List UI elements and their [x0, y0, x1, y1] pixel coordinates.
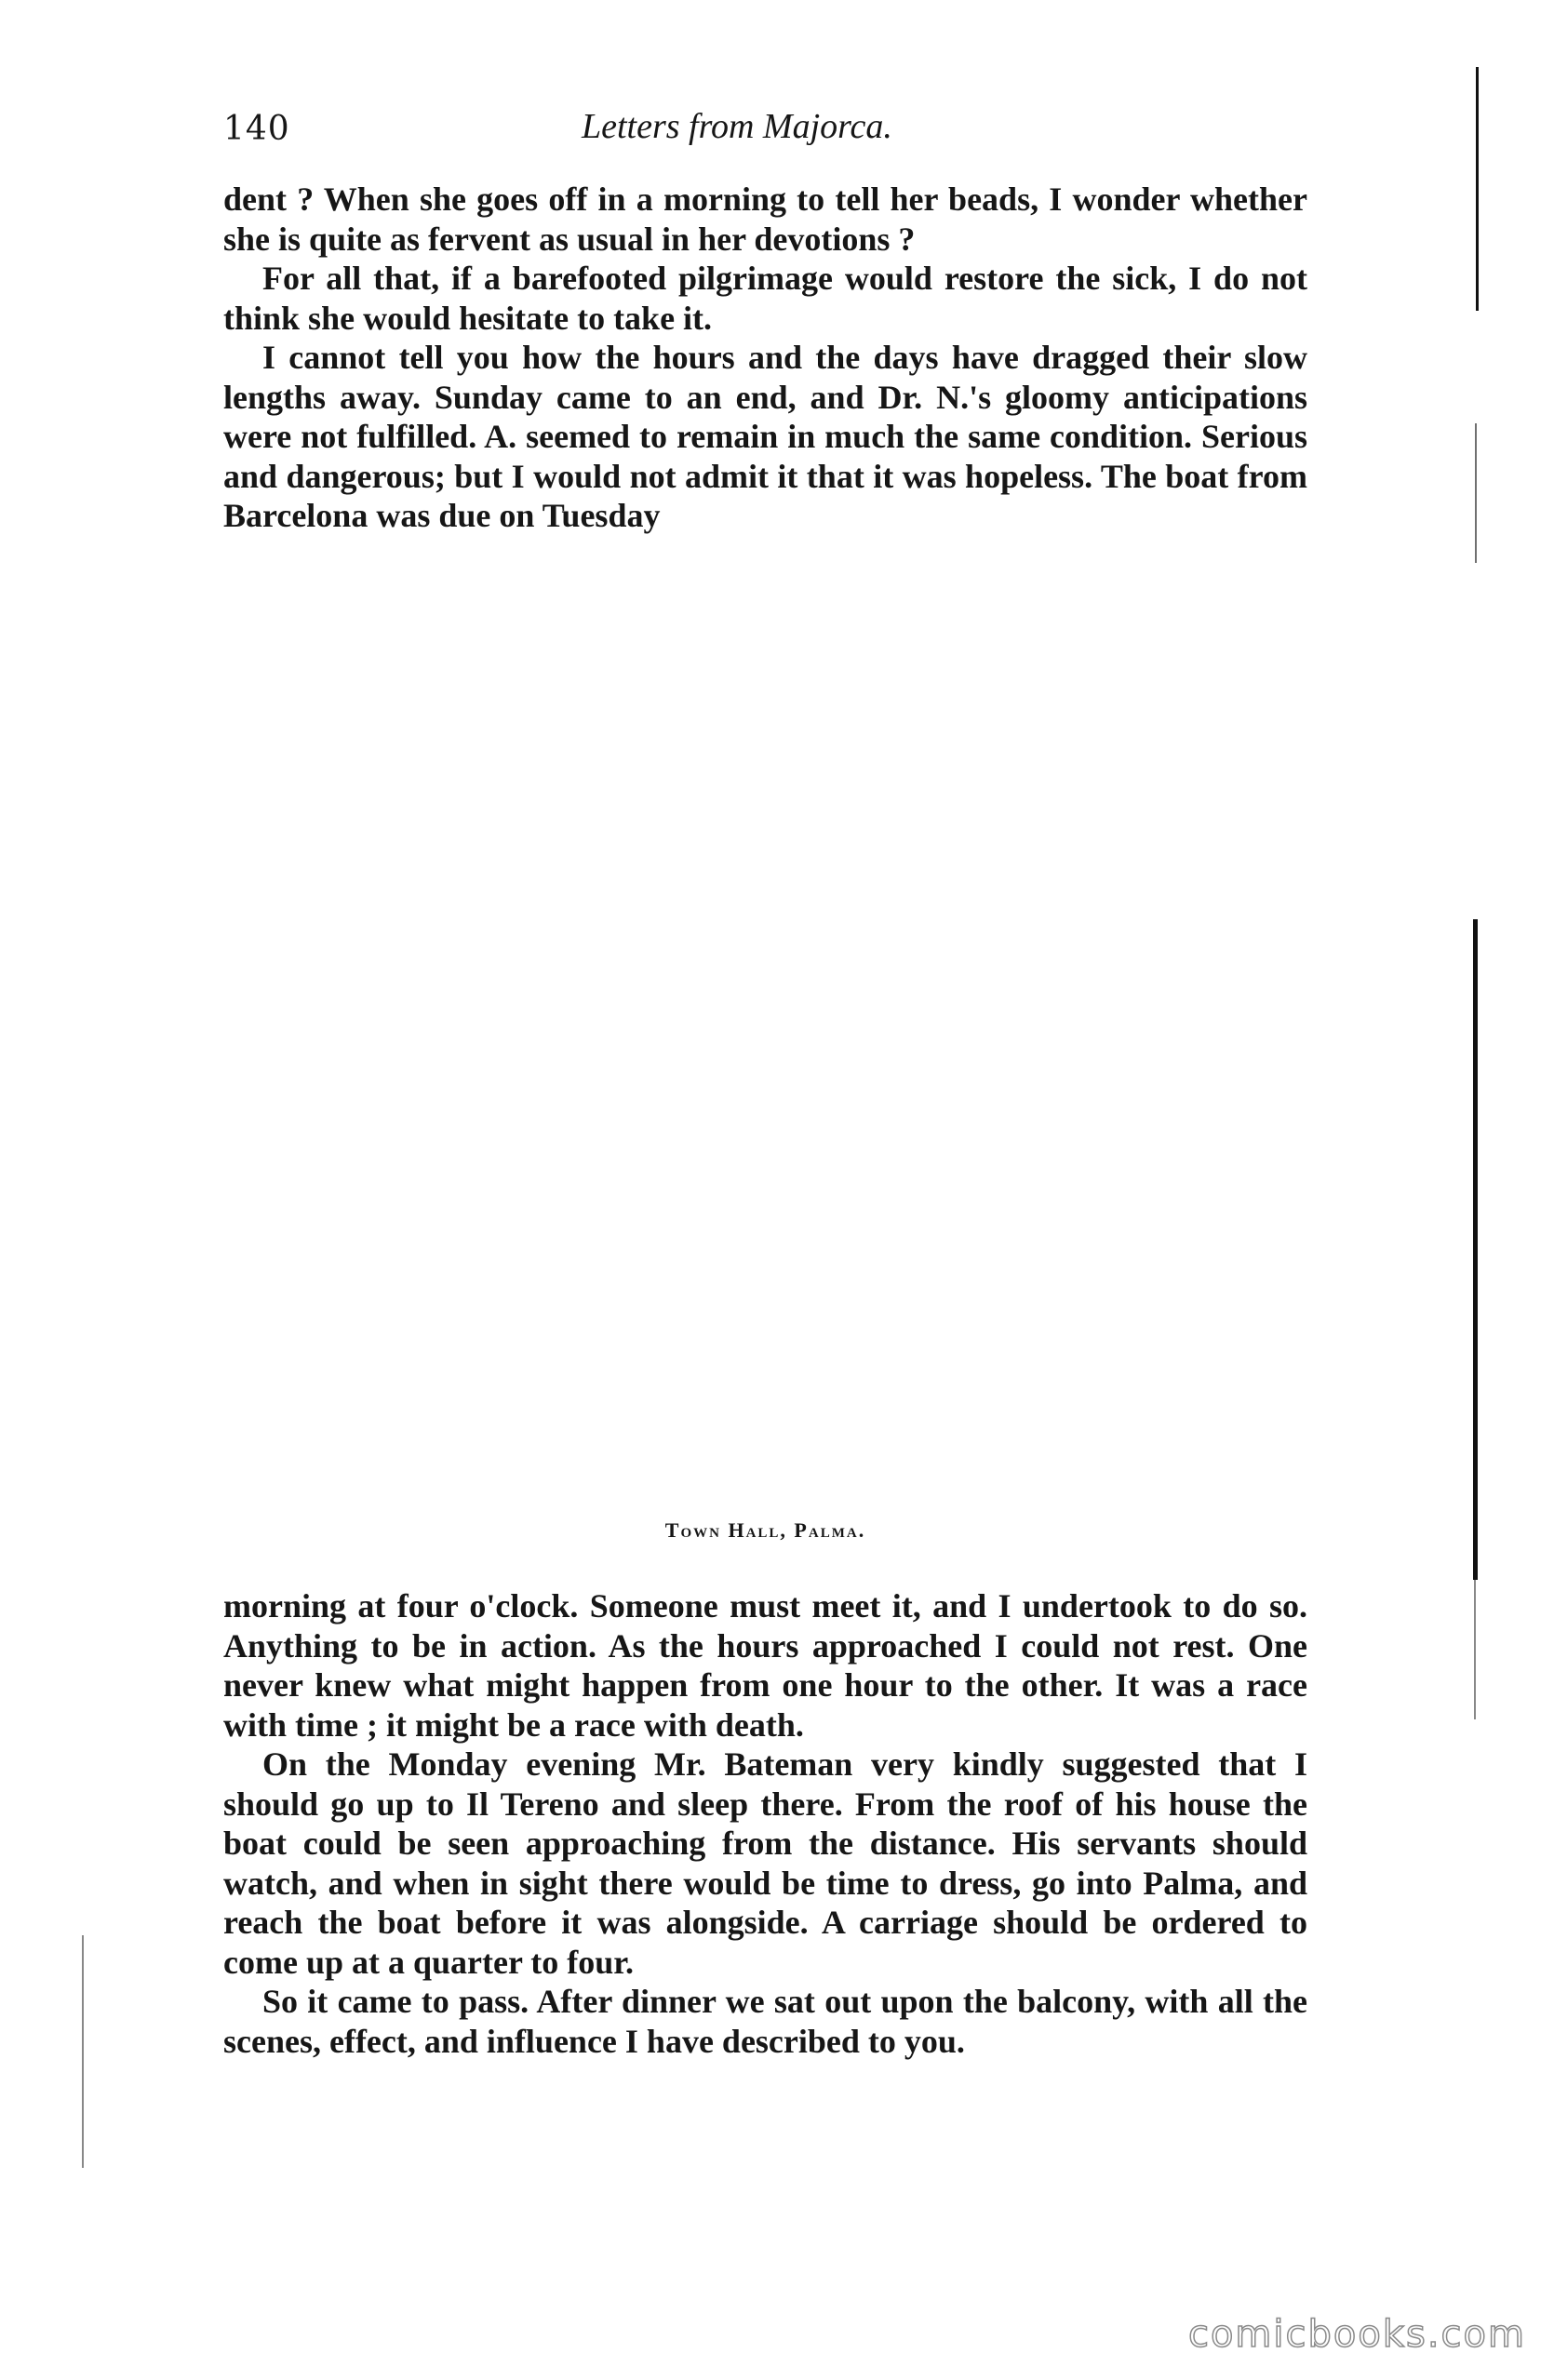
scan-edge-line	[1473, 919, 1478, 1580]
watermark-logo: comicbooks.com	[1187, 2313, 1526, 2356]
page-number: 140	[223, 110, 290, 148]
paragraph: morning at four o'clock. Someone must meet it, and I undertook to do so. Anything to be in action. As the hours approached I could not rest. One never knew what might happen from one hour to the other. It was a race with time ; it might be a race with death.	[223, 1587, 1307, 1744]
illustration-area	[223, 558, 1307, 1507]
text-block-bottom	[223, 1586, 1307, 2061]
scan-edge-line	[1475, 423, 1477, 563]
illustration-caption: Town Hall, Palma.	[664, 1518, 866, 1542]
scan-edge-line	[1476, 67, 1479, 311]
scan-edge-line	[1474, 1580, 1476, 1719]
scan-edge-line	[82, 1935, 84, 2168]
paragraph: So it came to pass. After dinner we sat out upon the balcony, with all the scenes, effect, and influence I have described to you.	[223, 1983, 1307, 2060]
paragraph: I cannot tell you how the hours and the days have dragged their slow lengths away. Sunday came to an end, and Dr. N.'s gloomy anticipations were not fulfilled. A. seemed to remain in much the same condition. Serious and dangerous; but I would not admit it that it was hopeless. The boat from Barcelona was due on Tuesday	[223, 339, 1307, 534]
paragraph: On the Monday evening Mr. Bateman very kindly suggested that I should go up to Il Tereno and sleep there. From the roof of his house the boat could be seen approaching from the distance. His servants should watch, and when in sight there would be time to dress, go into Palma, and reach the boat before it was alongside. A carriage should be ordered to come up at a quarter to four.	[223, 1745, 1307, 1981]
paragraph: For all that, if a barefooted pilgrimage would restore the sick, I do not think she would hesitate to take it.	[223, 260, 1307, 337]
running-title: Letters from Majorca.	[582, 107, 892, 146]
text-block-top	[223, 180, 1307, 536]
paragraph: dent ? When she goes off in a morning to tell her beads, I wonder whether she is quite as fervent as usual in her devotions ?	[223, 181, 1307, 258]
page-header	[223, 97, 1303, 153]
